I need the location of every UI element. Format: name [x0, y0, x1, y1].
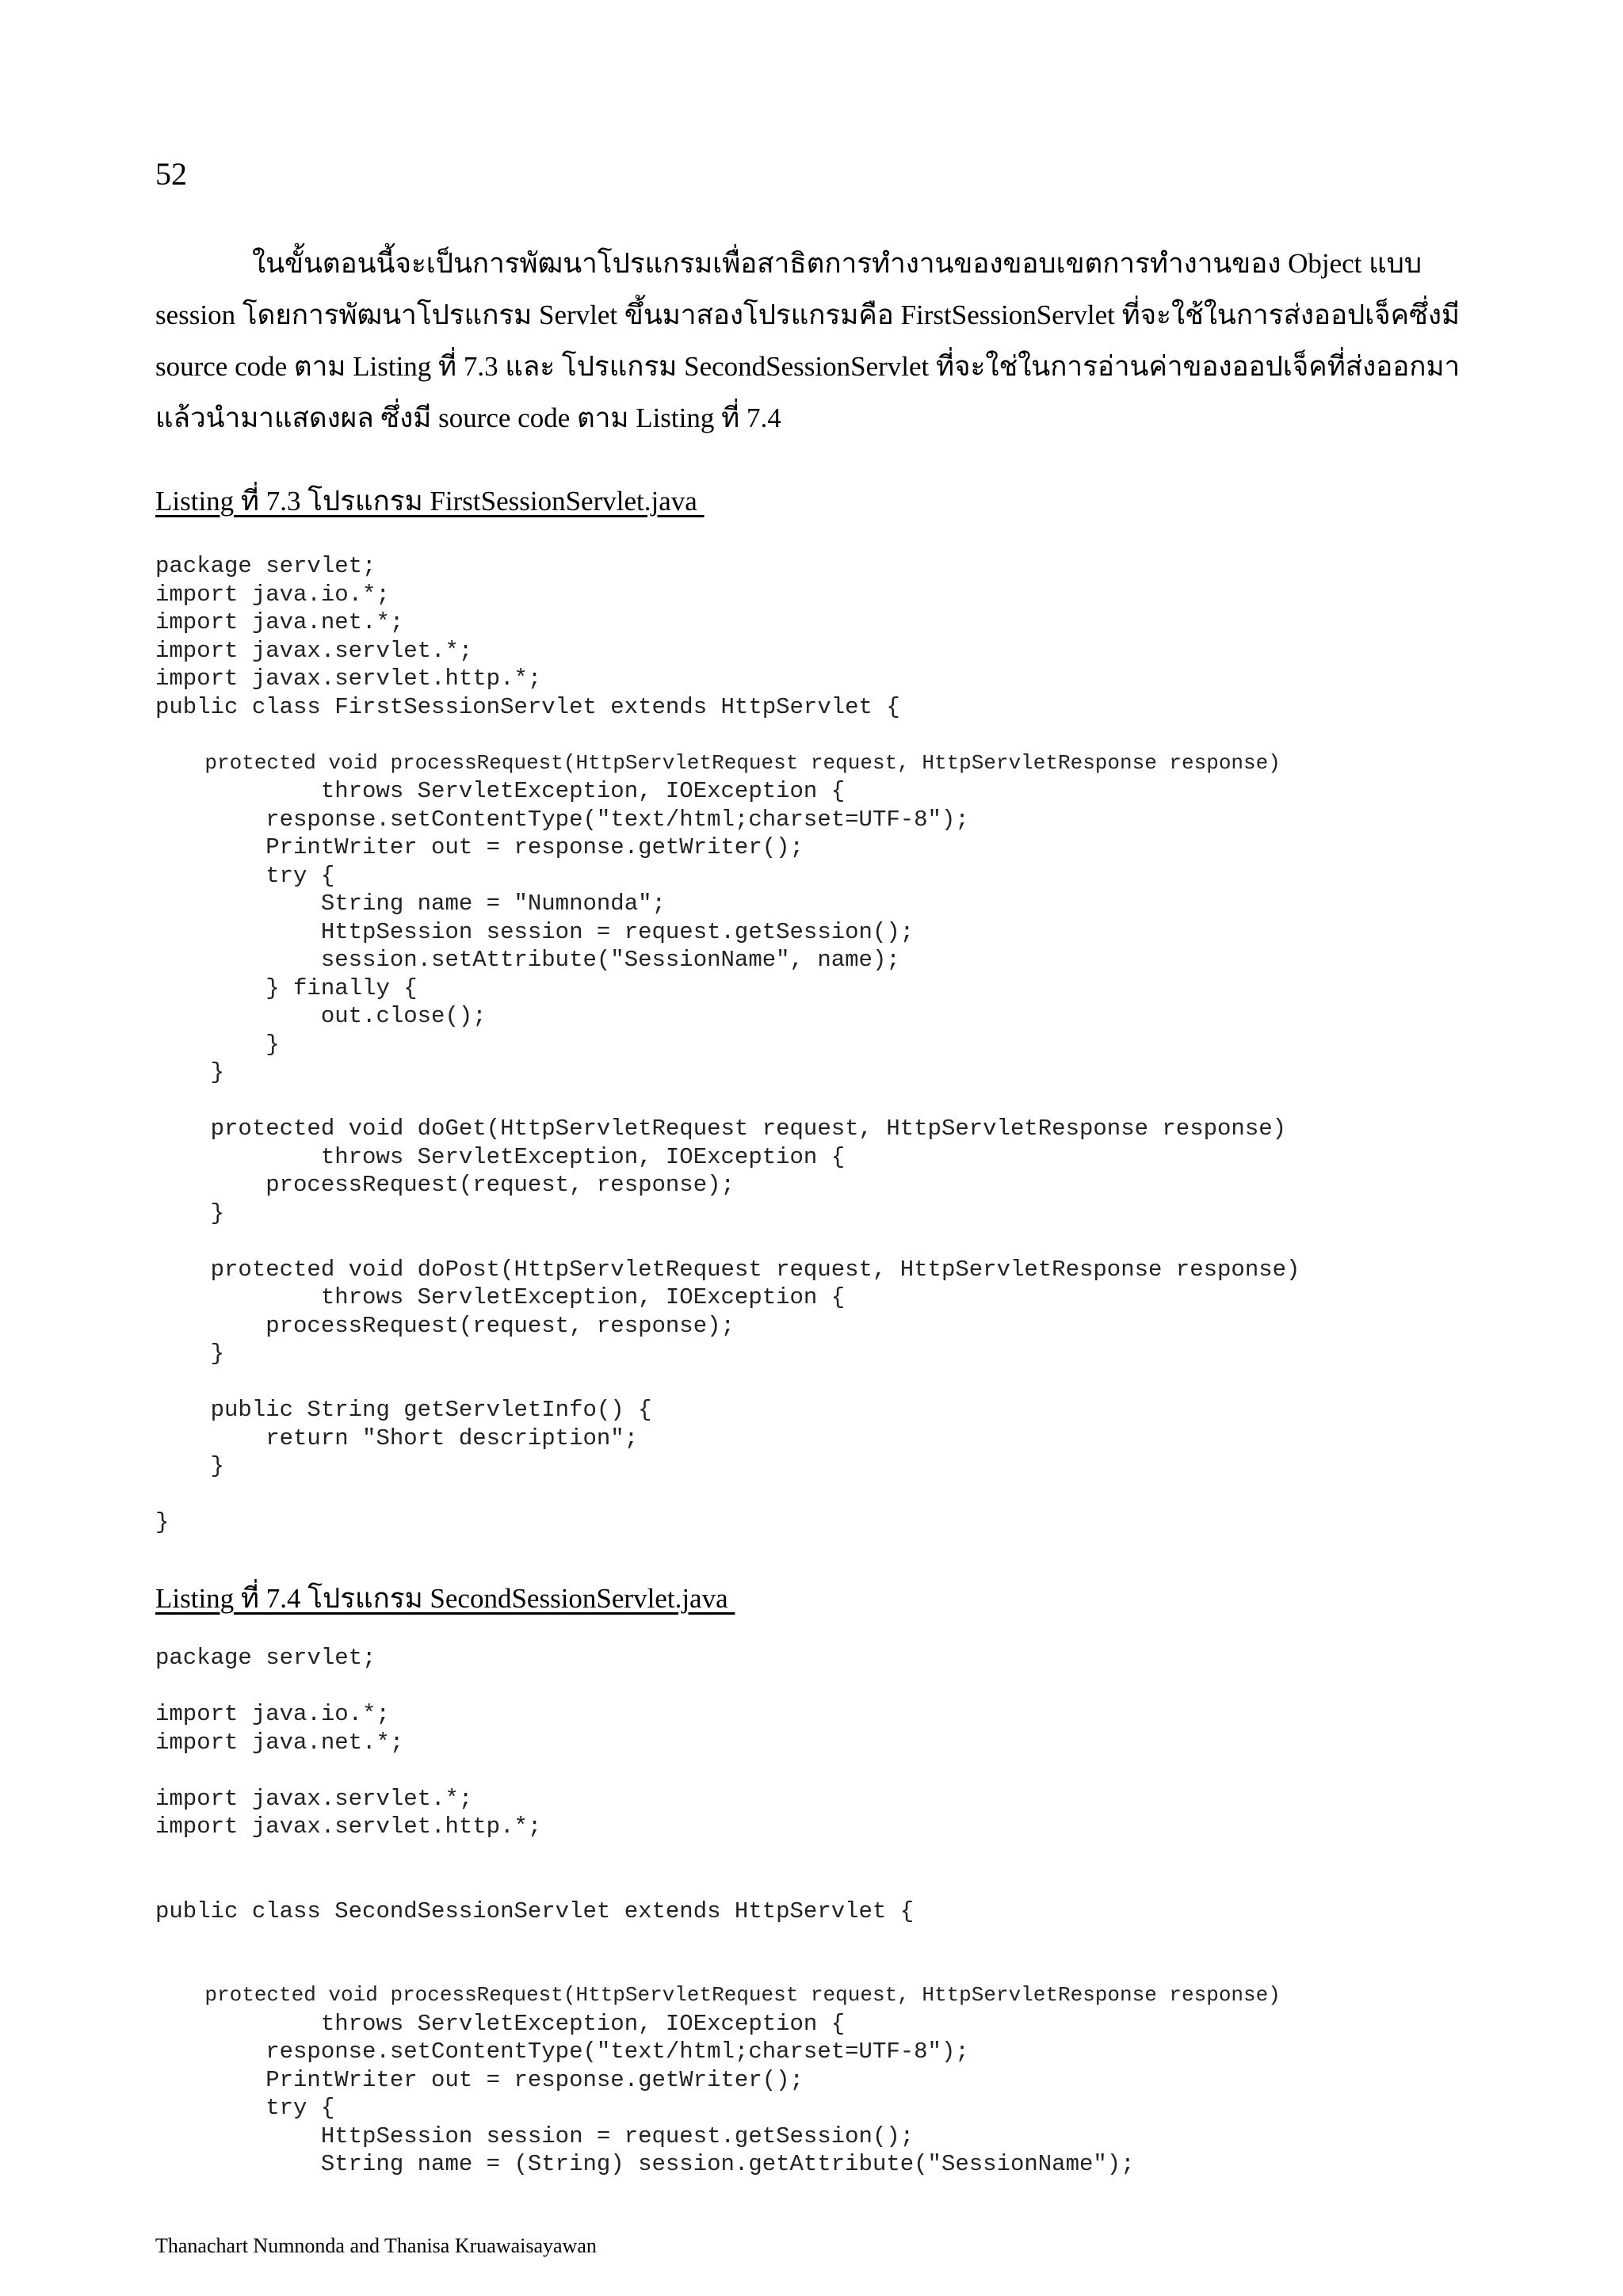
code-line	[155, 1087, 1300, 1116]
code-line	[155, 1481, 1300, 1509]
code-line: protected void processRequest(HttpServletRequest request, HttpServletResponse response)	[155, 1983, 1281, 2007]
code-line	[155, 1841, 1281, 1870]
code-line: String name = "Numnonda";	[155, 891, 666, 917]
code-line: import javax.servlet.http.*;	[155, 1814, 542, 1840]
code-line: response.setContentType("text/html;charset=UTF-8");	[155, 806, 969, 833]
code-line: HttpSession session = request.getSession();	[155, 918, 915, 945]
code-line: }	[155, 1199, 225, 1226]
listing-7-4-code	[155, 1644, 1281, 2179]
code-line: protected void doGet(HttpServletRequest request, HttpServletResponse response)	[155, 1116, 1287, 1142]
code-line: try {	[155, 2095, 335, 2121]
code-line: } finally {	[155, 974, 418, 1001]
intro-line: session โดยการพัฒนาโปรแกรม Servlet ขึ้นมาสองโปรแกรมคือ FirstSessionServlet ที่จะใช้ในการส่งออปเจ็คซึ่งมี	[155, 299, 1460, 330]
code-line: }	[155, 1509, 170, 1535]
code-line: throws ServletException, IOException {	[155, 1143, 846, 1170]
code-line: session.setAttribute("SessionName", name);	[155, 947, 900, 973]
code-line: import java.io.*;	[155, 1701, 390, 1727]
intro-line: แล้วนำมาแสดงผล ซึ่งมี source code ตาม Listing ที่ 7.4	[155, 402, 781, 433]
code-line: out.close();	[155, 1003, 487, 1029]
code-line: try {	[155, 862, 335, 889]
code-line	[155, 721, 1300, 749]
intro-paragraph	[155, 238, 1477, 444]
listing-7-4-heading: Listing ที่ 7.4 โปรแกรม SecondSessionServlet.java	[155, 1583, 735, 1614]
code-line: protected void processRequest(HttpServletRequest request, HttpServletResponse response)	[155, 750, 1281, 775]
listing-7-3-heading: Listing ที่ 7.3 โปรแกรม FirstSessionServlet.java	[155, 486, 705, 517]
code-line	[155, 1672, 1281, 1701]
code-line: PrintWriter out = response.getWriter();	[155, 2066, 804, 2093]
code-line: package servlet;	[155, 553, 376, 579]
listing-7-3-code	[155, 552, 1300, 1537]
intro-line: source code ตาม Listing ที่ 7.3 และ โปรแกรม SecondSessionServlet ที่จะใช่ในการอ่านค่าของออปเจ็คที่ส่งออกมา	[155, 351, 1461, 382]
code-line: }	[155, 1031, 280, 1058]
code-line: import javax.servlet.http.*;	[155, 666, 542, 692]
code-line: public class SecondSessionServlet extends HttpServlet {	[155, 1897, 915, 1924]
code-line: HttpSession session = request.getSession();	[155, 2122, 915, 2149]
code-line	[155, 1756, 1281, 1785]
code-line: processRequest(request, response);	[155, 1312, 735, 1339]
code-line: processRequest(request, response);	[155, 1172, 735, 1198]
code-line: }	[155, 1341, 225, 1367]
code-line: throws ServletException, IOException {	[155, 778, 846, 804]
code-line: throws ServletException, IOException {	[155, 2010, 846, 2037]
code-line: return "Short description";	[155, 1425, 639, 1451]
code-line	[155, 1227, 1300, 1256]
code-line: package servlet;	[155, 1645, 376, 1671]
code-line	[155, 1954, 1281, 1982]
code-line	[155, 1925, 1281, 1954]
code-line: import java.net.*;	[155, 1729, 404, 1756]
code-line	[155, 1368, 1300, 1397]
code-line: import javax.servlet.*;	[155, 1785, 473, 1812]
code-line: String name = (String) session.getAttribute("SessionName");	[155, 2151, 1135, 2177]
code-line: PrintWriter out = response.getWriter();	[155, 834, 804, 860]
code-line: }	[155, 1453, 225, 1479]
code-line: import javax.servlet.*;	[155, 637, 473, 664]
code-line: }	[155, 1059, 225, 1085]
code-line: protected void doPost(HttpServletRequest request, HttpServletResponse response)	[155, 1256, 1300, 1283]
code-line: throws ServletException, IOException {	[155, 1284, 846, 1310]
intro-line: ในขั้นตอนนี้จะเป็นการพัฒนาโปรแกรมเพื่อสาธิตการทำงานของขอบเขตการทำงานของ Object แบบ	[252, 248, 1423, 279]
page-number: 52	[155, 156, 187, 192]
code-line: public String getServletInfo() {	[155, 1397, 652, 1423]
footer-authors: Thanachart Numnonda and Thanisa Kruawaisayawan	[155, 2234, 597, 2257]
code-line: import java.net.*;	[155, 609, 404, 635]
code-line: response.setContentType("text/html;charset=UTF-8");	[155, 2039, 969, 2065]
code-line: public class FirstSessionServlet extends HttpServlet {	[155, 693, 900, 720]
code-line: import java.io.*;	[155, 581, 390, 608]
code-line	[155, 1869, 1281, 1897]
